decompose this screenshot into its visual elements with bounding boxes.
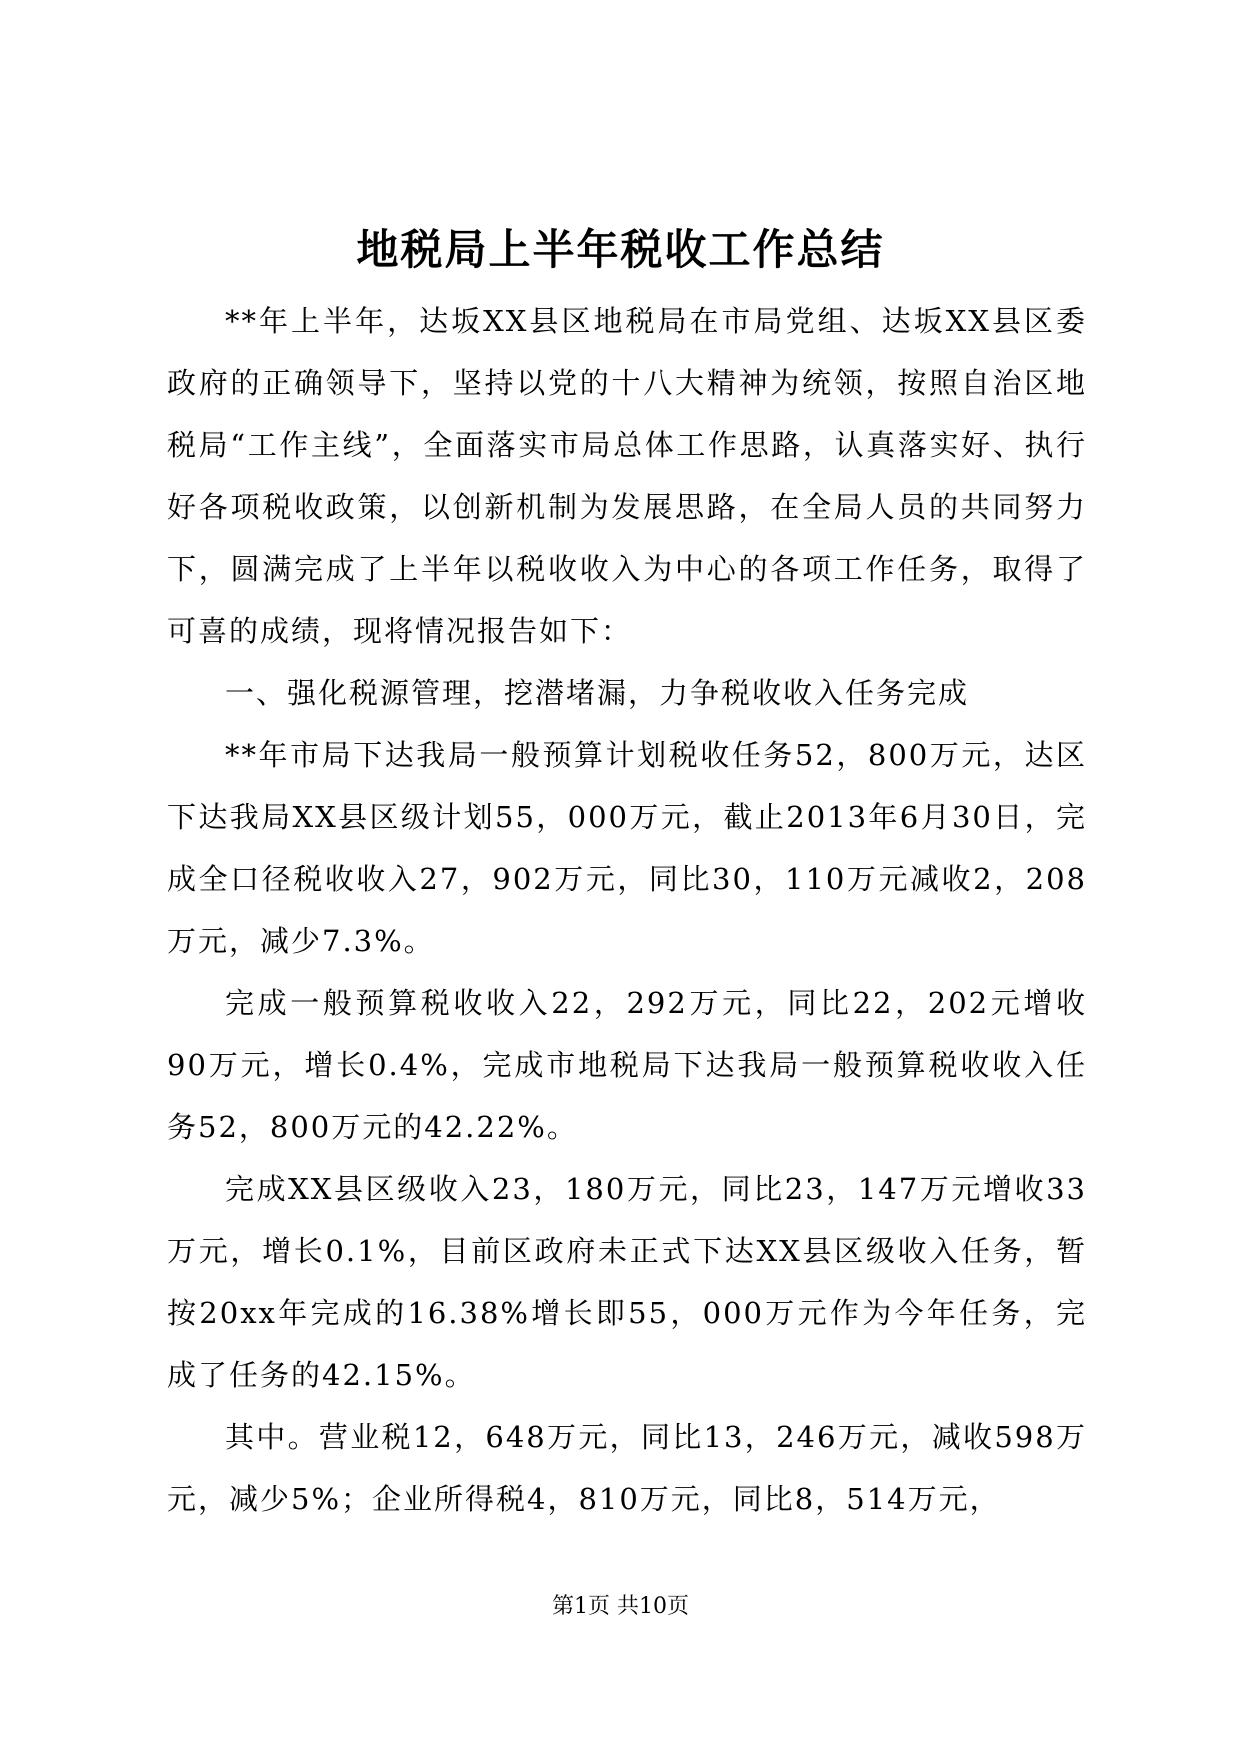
document-title: 地税局上半年税收工作总结 (356, 225, 885, 274)
page-footer: 第1页 共10页 (552, 1594, 689, 1619)
paragraph: **年上半年，达坂XX县区地税局在市局党组、达坂XX县区委政府的正确领导下，坚持以党的十八大精神为统领，按照自治区地税局“工作主线”，全面落实市局总体工作思路，认真落实好、执行好各项税收政策，以创新机制为发展思路，在全局人员的共同努力下，圆满完成了上半年以税收收入为中心的各项工作任务，取得了可喜的成绩，现将情况报告如下： (167, 304, 1087, 648)
paragraph: 其中。营业税12，648万元，同比13，246万元，减收598万元，减少5%；企业所得税4，810万元，同比8，514万元， (167, 1420, 1087, 1516)
document-body (167, 290, 1087, 1530)
section-heading: 一、强化税源管理，挖潜堵漏，力争税收收入任务完成 (225, 676, 970, 710)
paragraph: 完成一般预算税收收入22，292万元，同比22，202元增收90万元，增长0.4%，完成市地税局下达我局一般预算税收收入任务52，800万元的42.22%。 (167, 986, 1087, 1144)
paragraph: **年市局下达我局一般预算计划税收任务52，800万元，达区下达我局XX县区级计划55，000万元，截止2013年6月30日，完成全口径税收收入27，902万元，同比30，110万元减收2，208万元，减少7.3%。 (167, 738, 1087, 958)
paragraph: 完成XX县区级收入23，180万元，同比23，147万元增收33万元，增长0.1%，目前区政府未正式下达XX县区级收入任务，暂按20xx年完成的16.38%增长即55，000万元作为今年任务，完成了任务的42.15%。 (167, 1172, 1087, 1392)
